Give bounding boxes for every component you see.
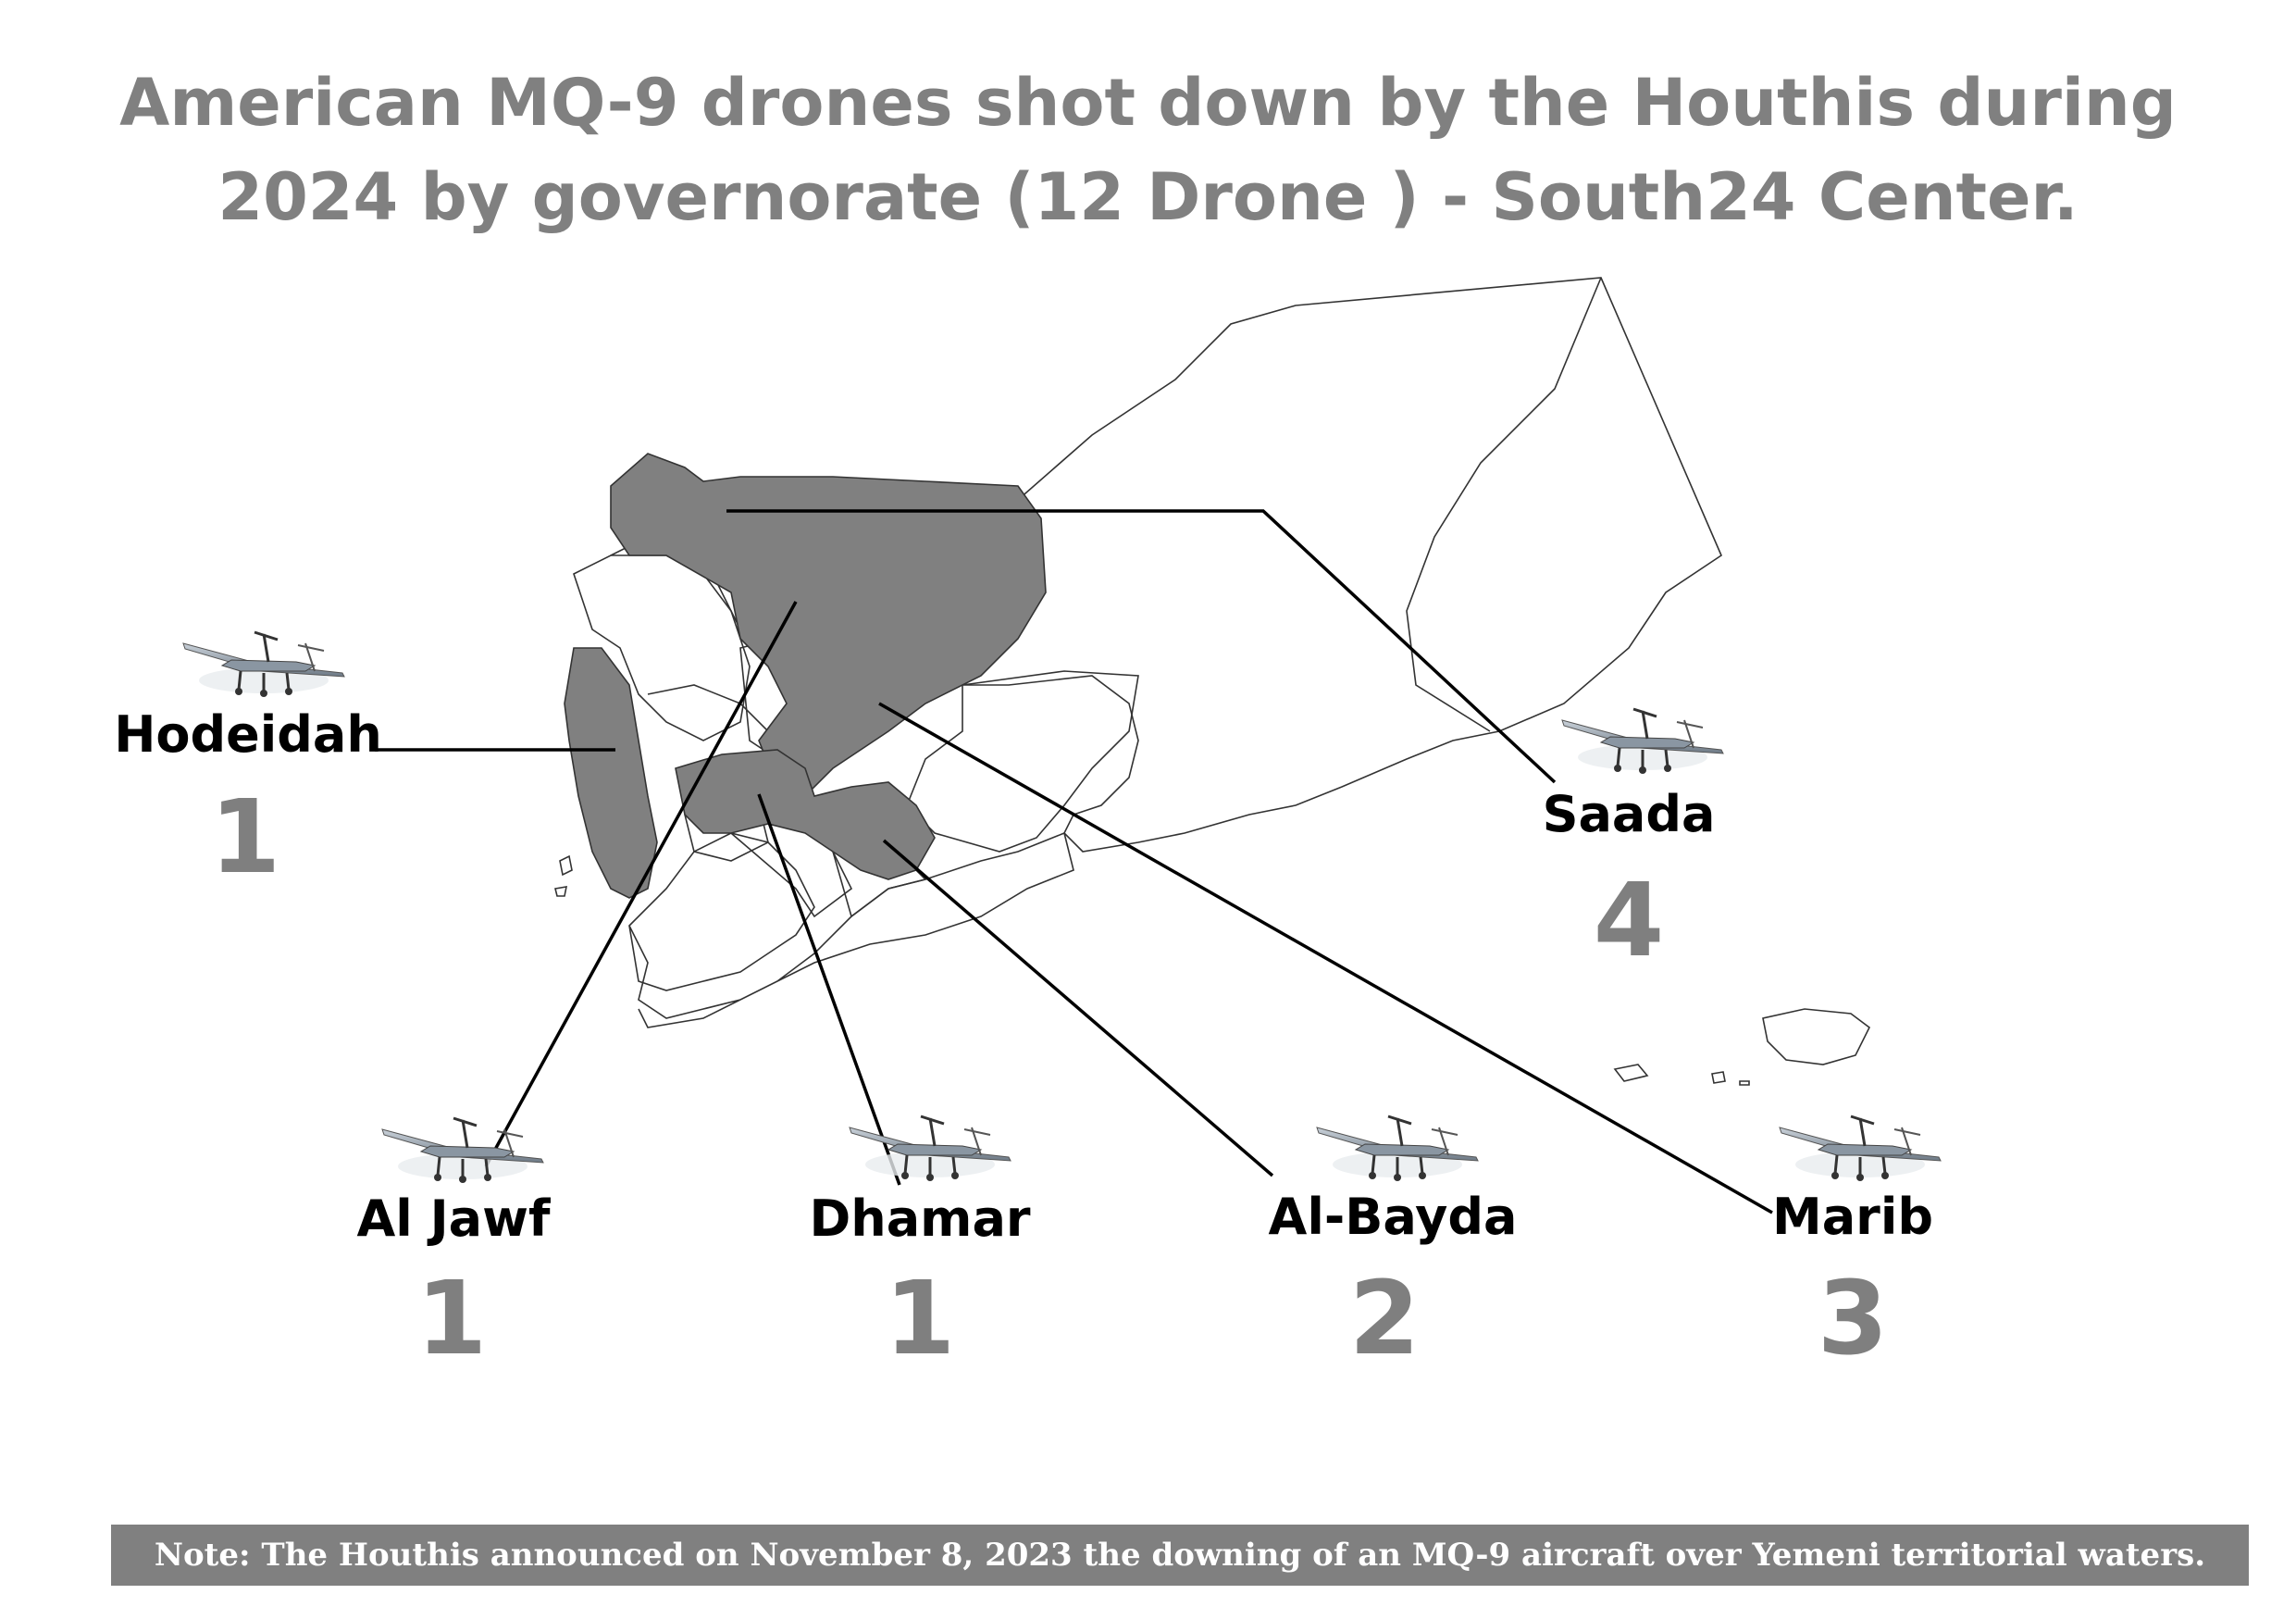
mahra-divider [1407, 278, 1601, 731]
label-hodeidah: Hodeidah [114, 705, 382, 764]
region-dhamar-bayda [676, 750, 935, 879]
label-al-bayda: Al-Bayda [1268, 1188, 1518, 1246]
label-marib: Marib [1772, 1188, 1933, 1246]
leader-line-al-jawf [486, 602, 796, 1166]
red-sea-island-2 [555, 887, 566, 896]
title-line-1: American MQ-9 drones shot down by the Houthis during [119, 65, 2177, 141]
drone-icon-al-bayda [1309, 1090, 1485, 1192]
drone-icon-al-jawf [375, 1092, 551, 1194]
region-saada-jawf [611, 454, 1046, 796]
socotra-island [1763, 1009, 1869, 1065]
drone-icon-hodeidah [176, 606, 352, 708]
shabwa-outline [907, 671, 1138, 852]
drone-icon-dhamar [842, 1090, 1018, 1192]
title-line-2: 2024 by governorate (12 Drone ) - South24 Center. [217, 159, 2079, 235]
count-al-bayda: 2 [1348, 1259, 1421, 1377]
drone-icon-saada [1555, 683, 1731, 785]
small-island-3 [1740, 1081, 1749, 1085]
count-marib: 3 [1817, 1259, 1889, 1377]
small-island-2 [1712, 1072, 1725, 1083]
count-hodeidah: 1 [209, 778, 281, 896]
drone-icon-marib [1772, 1090, 1948, 1192]
leader-lines [375, 511, 1772, 1213]
highlighted-regions [565, 454, 1046, 898]
count-al-jawf: 1 [416, 1259, 488, 1377]
note-bar: Note: The Houthis announced on November 8, 2023 the downing of an MQ-9 aircraft over Yemeni territorial waters. [111, 1525, 2249, 1586]
count-dhamar: 1 [884, 1259, 956, 1377]
label-dhamar: Dhamar [809, 1189, 1031, 1248]
region-hodeidah [565, 648, 657, 898]
label-al-jawf: Al Jawf [356, 1189, 551, 1248]
red-sea-island-1 [560, 856, 572, 875]
small-island-1 [1615, 1065, 1647, 1081]
count-saada: 4 [1593, 861, 1665, 979]
label-saada: Saada [1542, 785, 1716, 843]
